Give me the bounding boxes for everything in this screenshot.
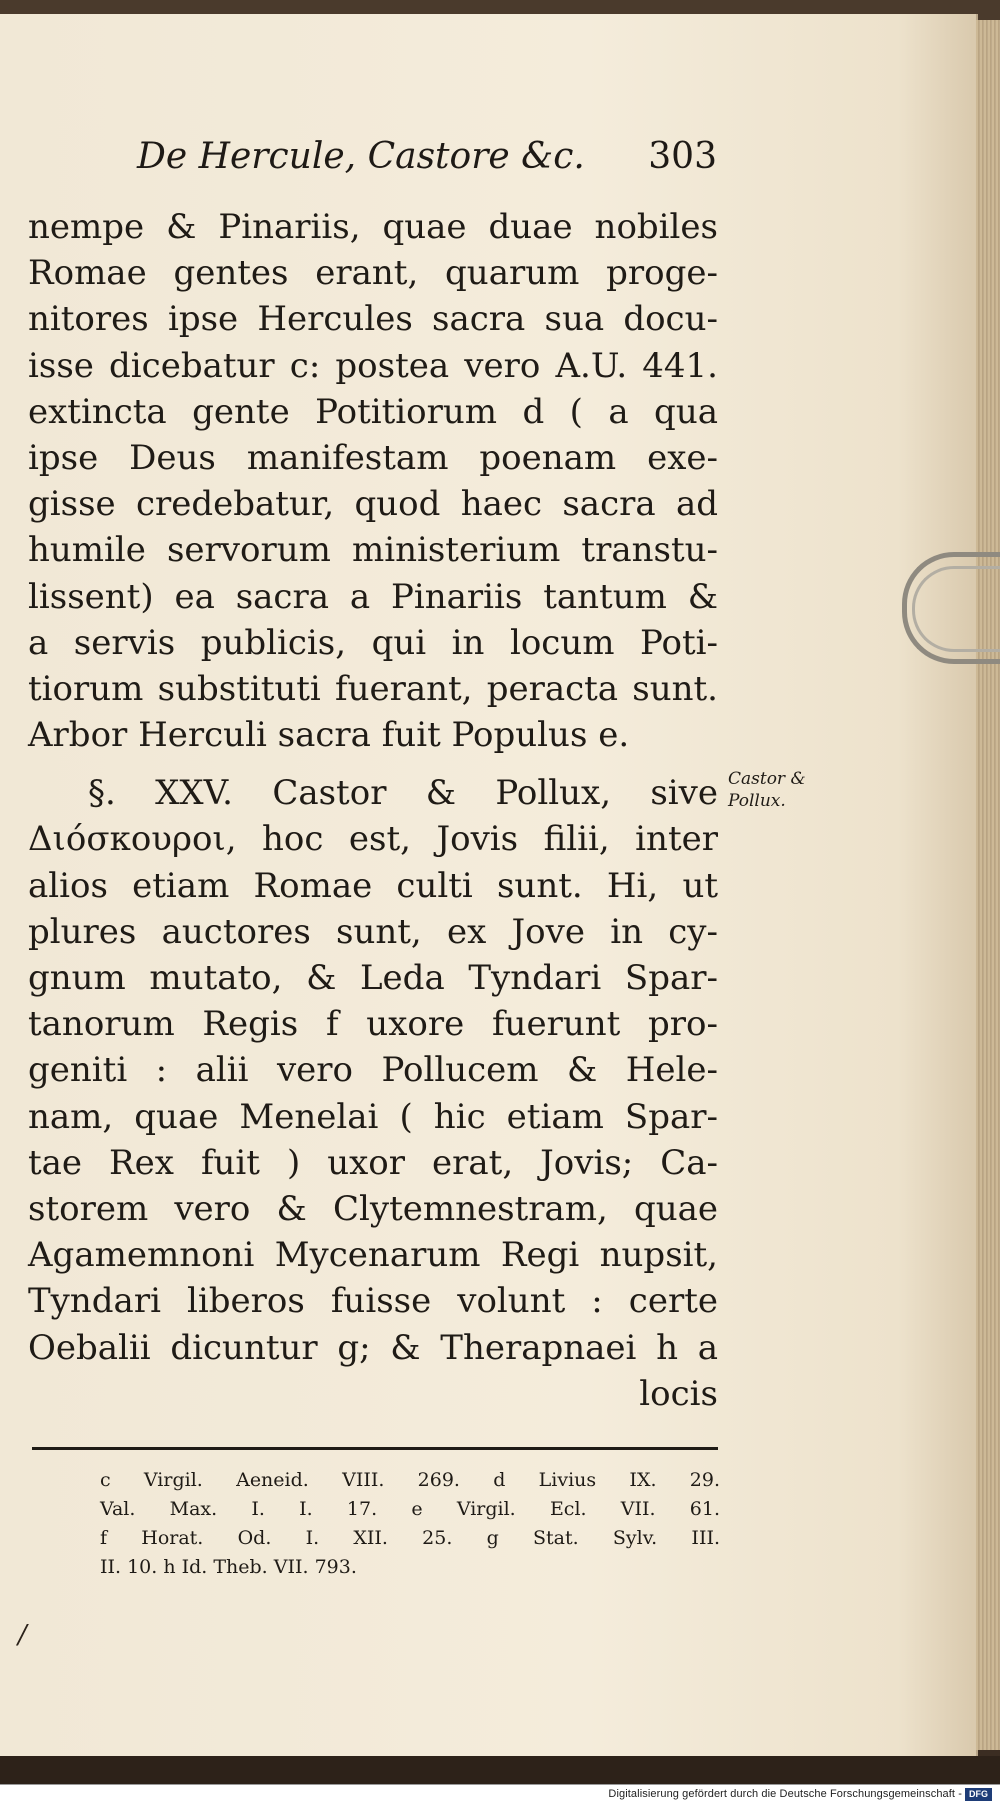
margin-note-line: Pollux. (728, 791, 786, 811)
footnote-line: c Virgil. Aeneid. VIII. 269. d Livius IX. 29. (100, 1469, 720, 1491)
text-line: Διόσκουροι, hoc est, Jovis filii, inter (28, 819, 718, 860)
text-line: Oebalii dicuntur g; & Therapnaei h a (28, 1327, 718, 1368)
catchword: locis (639, 1373, 718, 1414)
text-line: extincta gente Potitiorum d ( a qua (28, 391, 718, 432)
text-line: a servis publicis, qui in locum Poti- (28, 622, 718, 663)
paper-clip-inner (912, 566, 1000, 652)
text-line: lissent) ea sacra a Pinariis tantum & (28, 576, 718, 617)
page-edges (976, 20, 1000, 1750)
text-line: gnum mutato, & Leda Tyndari Spar- (28, 958, 718, 998)
running-header (137, 136, 717, 186)
footnotes (100, 1466, 720, 1582)
footnote-line: Val. Max. I. I. 17. e Virgil. Ecl. VII. 61. (100, 1498, 720, 1520)
footnote-line: f Horat. Od. I. XII. 25. g Stat. Sylv. III. (100, 1527, 720, 1549)
margin-note-line: Castor & (728, 769, 806, 789)
scan-backdrop-bottom (0, 1756, 1000, 1784)
page-number: 303 (648, 136, 717, 177)
text-line: tiorum substituti fuerant, peracta sunt. (28, 668, 718, 709)
margin-note (728, 768, 838, 812)
footnote-rule (32, 1447, 718, 1450)
text-line: ipse Deus manifestam poenam exe- (28, 437, 718, 478)
footnote-line: II. 10. h Id. Theb. VII. 793. (100, 1556, 357, 1578)
text-line: nam, quae Menelai ( hic etiam Spar- (28, 1096, 718, 1137)
text-line: tanorum Regis f uxore fuerunt pro- (28, 1004, 718, 1045)
main-text (28, 204, 718, 1417)
stray-pen-mark: / (18, 1620, 27, 1650)
digitization-footer (0, 1784, 1000, 1805)
text-line: tae Rex fuit ) uxor erat, Jovis; Ca- (28, 1142, 718, 1183)
section-heading-line: §. XXV. Castor & Pollux, sive (88, 773, 718, 814)
text-line: alios etiam Romae culti sunt. Hi, ut (28, 865, 718, 906)
text-line: nempe & Pinariis, quae duae nobiles (28, 207, 718, 247)
dfg-logo[interactable]: DFG (965, 1788, 992, 1801)
text-line: storem vero & Clytemnestram, quae (28, 1188, 718, 1229)
text-line: geniti : alii vero Pollucem & Hele- (28, 1050, 718, 1091)
text-line: humile servorum ministerium transtu- (28, 530, 718, 571)
funding-credit: Digitalisierung gefördert durch die Deutsche Forschungsgemeinschaft - (608, 1788, 962, 1800)
text-line: Agamemnoni Mycenarum Regi nupsit, (28, 1235, 718, 1276)
text-line: Tyndari liberos fuisse volunt : certe (28, 1281, 718, 1322)
text-line: Romae gentes erant, quarum proge- (28, 253, 718, 294)
running-title: De Hercule, Castore &c. (137, 136, 585, 177)
text-line: Arbor Herculi sacra fuit Populus e. (28, 715, 630, 756)
text-line: nitores ipse Hercules sacra sua docu- (28, 299, 718, 340)
text-line: isse dicebatur c: postea vero A.U. 441. (28, 345, 718, 386)
text-line: plures auctores sunt, ex Jove in cy- (28, 911, 718, 952)
text-line: gisse credebatur, quod haec sacra ad (28, 484, 718, 525)
